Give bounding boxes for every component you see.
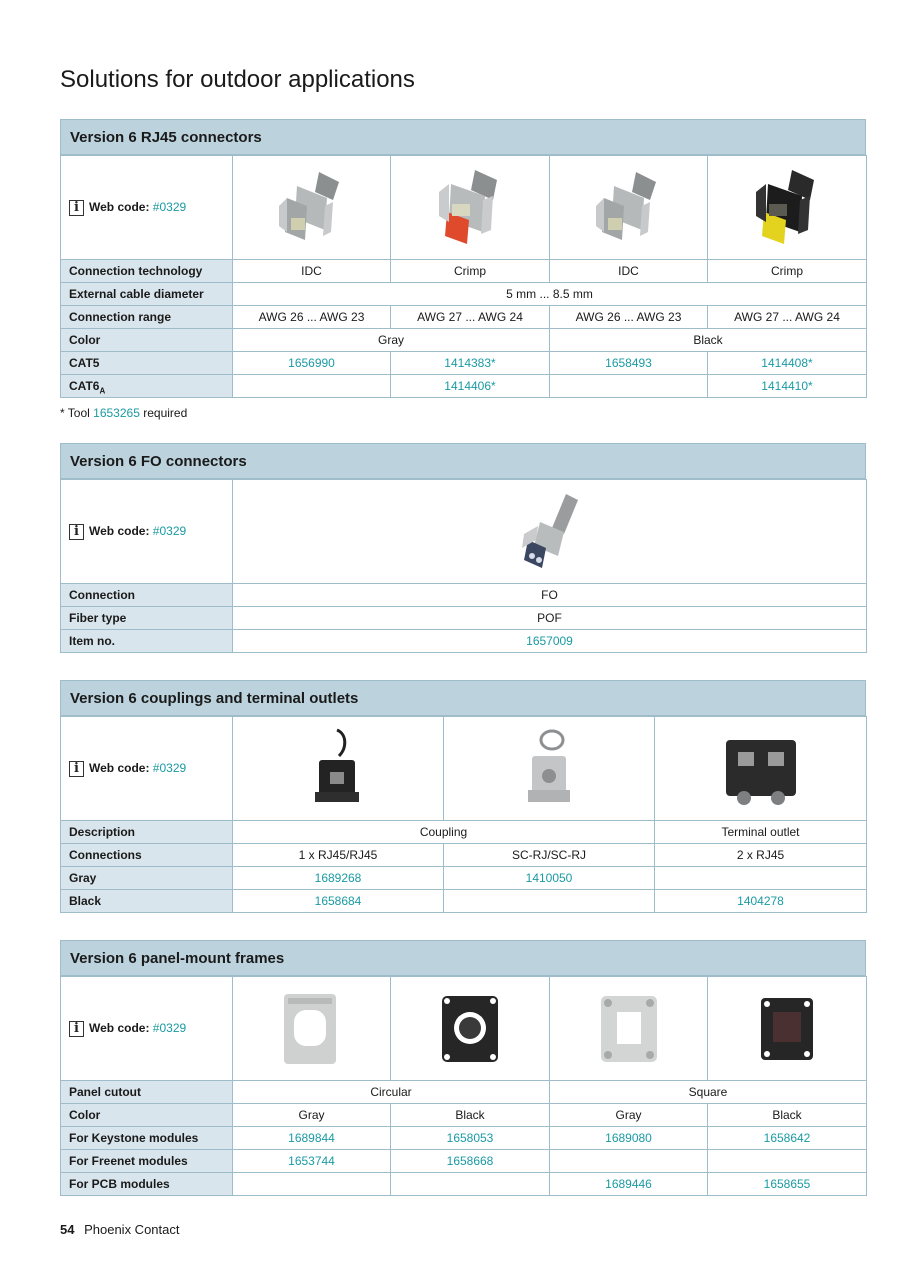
table-row: For Keystone modules 1689844 1658053 1689080 1658642 (61, 1127, 867, 1150)
section-header: Version 6 panel-mount frames (60, 940, 866, 976)
rj45-coupling-black-icon (303, 726, 373, 812)
product-image-cell (233, 717, 444, 821)
product-image-cell (233, 480, 867, 584)
panel-frame-square-gray-icon (589, 986, 669, 1072)
table-row: Panel cutout Circular Square (61, 1081, 867, 1104)
web-code-cell (61, 480, 233, 584)
web-code-label: Web code: (89, 524, 150, 539)
item-number-link[interactable]: 1414408* (761, 355, 813, 370)
item-number-link[interactable]: 1689446 (605, 1176, 652, 1191)
web-code-label: Web code: (89, 761, 150, 776)
product-image-cell (233, 977, 391, 1081)
panel-frame-square-black-icon (747, 986, 827, 1072)
item-number-link[interactable]: 1689080 (605, 1130, 652, 1145)
rj45-idc-gray-connector-icon (584, 166, 674, 250)
item-number-link[interactable]: 1658655 (763, 1176, 811, 1191)
panel-frame-circular-gray-icon (272, 986, 352, 1072)
frames-section (60, 940, 866, 1196)
web-code-link[interactable]: #0329 (152, 524, 187, 539)
page-footer (60, 1222, 180, 1237)
info-icon: i (69, 761, 84, 777)
item-number-link[interactable]: 1689268 (314, 870, 362, 885)
table-row: Color Gray Black Gray Black (61, 1104, 867, 1127)
web-code-label: Web code: (89, 200, 150, 215)
tool-footnote: * Tool 1653265 required (60, 406, 188, 420)
rj45-section (60, 119, 866, 398)
section-header: Version 6 couplings and terminal outlets (60, 680, 866, 716)
table-row: $CAT6_A$ 1414406* 1414410* (61, 375, 867, 398)
item-number-link[interactable]: 1658493 (605, 355, 652, 370)
table-row: Connections 1 x RJ45/RJ45 SC-RJ/SC-RJ 2 x RJ45 (61, 844, 867, 867)
item-number-link[interactable]: 1656990 (288, 355, 335, 370)
table-row: For Freenet modules 1653744 1658668 (61, 1150, 867, 1173)
rj45-idc-gray-connector-icon (267, 166, 357, 250)
item-number-link[interactable]: 1410050 (525, 870, 573, 885)
table-row: Color Gray Black (61, 329, 867, 352)
product-image-cell (550, 977, 708, 1081)
web-code-link[interactable]: #0329 (152, 200, 187, 215)
section-header: Version 6 FO connectors (60, 443, 866, 479)
table-row: Fiber type POF (61, 607, 867, 630)
tool-item-link[interactable]: 1653265 (93, 406, 140, 420)
product-image-cell (655, 717, 867, 821)
product-image-cell (391, 977, 550, 1081)
rj45-crimp-gray-connector-icon (425, 166, 515, 250)
info-icon: i (69, 200, 84, 216)
company-name: Phoenix Contact (84, 1222, 180, 1237)
item-number-link[interactable]: 1658668 (446, 1153, 494, 1168)
product-image-cell (391, 156, 550, 260)
info-icon: i (69, 524, 84, 540)
table-row: Connection FO (61, 584, 867, 607)
item-number-link[interactable]: 1658642 (763, 1130, 811, 1145)
item-number-link[interactable]: 1404278 (737, 893, 784, 908)
table-row: Connection technology IDC Crimp IDC Crimp (61, 260, 867, 283)
page-number: 54 (60, 1222, 75, 1237)
table-row: Connection range AWG 26 ... AWG 23 AWG 27 ... AWG 24 AWG 26 ... AWG 23 AWG 27 ... AWG 24 (61, 306, 867, 329)
item-number-link[interactable]: 1414406* (444, 378, 496, 393)
product-image-cell (444, 717, 655, 821)
item-number-link[interactable]: 1653744 (288, 1153, 335, 1168)
frames-table (60, 976, 867, 1196)
fo-connector-icon (510, 490, 590, 574)
section-header: Version 6 RJ45 connectors (60, 119, 866, 155)
table-row: External cable diameter 5 mm ... 8.5 mm (61, 283, 867, 306)
page-title: Solutions for outdoor applications (60, 66, 415, 93)
panel-frame-circular-black-icon (430, 986, 510, 1072)
fo-table (60, 479, 867, 653)
info-icon: i (69, 1021, 84, 1037)
couplings-section (60, 680, 866, 913)
sc-rj-coupling-gray-icon (514, 726, 584, 812)
web-code-cell (61, 717, 233, 821)
rj45-crimp-black-connector-icon (742, 166, 832, 250)
terminal-outlet-black-icon (716, 726, 806, 812)
table-row: For PCB modules 1689446 1658655 (61, 1173, 867, 1196)
item-number-link[interactable]: 1414383* (444, 355, 496, 370)
item-number-link[interactable]: 1657009 (526, 633, 573, 648)
table-row: Item no. 1657009 (61, 630, 867, 653)
table-row: Description Coupling Terminal outlet (61, 821, 867, 844)
item-number-link[interactable]: 1658053 (446, 1130, 494, 1145)
web-code-label: Web code: (89, 1021, 150, 1036)
fo-section (60, 443, 866, 653)
item-number-link[interactable]: 1689844 (288, 1130, 335, 1145)
rj45-table (60, 155, 867, 398)
product-image-cell (550, 156, 708, 260)
web-code-cell (61, 977, 233, 1081)
item-number-link[interactable]: 1658684 (314, 893, 362, 908)
product-image-cell (708, 156, 867, 260)
web-code-link[interactable]: #0329 (152, 1021, 187, 1036)
item-number-link[interactable]: 1414410* (761, 378, 813, 393)
table-row: CAT5 1656990 1414383* 1658493 1414408* (61, 352, 867, 375)
couplings-table (60, 716, 867, 913)
web-code-link[interactable]: #0329 (152, 761, 187, 776)
table-row: Black 1658684 1404278 (61, 890, 867, 913)
product-image-cell (708, 977, 867, 1081)
table-row: Gray 1689268 1410050 (61, 867, 867, 890)
product-image-cell (233, 156, 391, 260)
web-code-cell (61, 156, 233, 260)
